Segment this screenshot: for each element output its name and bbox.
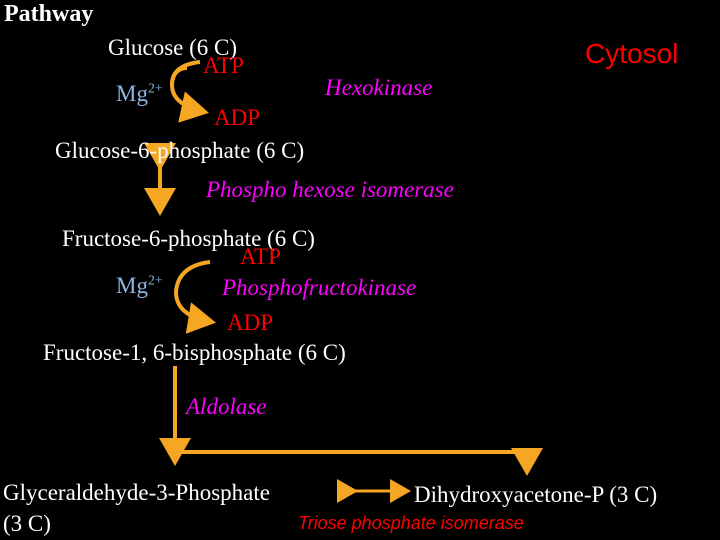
f6p-label: Fructose-6-phosphate (6 C) (62, 226, 315, 251)
pfk-label: Phosphofructokinase (222, 275, 417, 300)
atp-label-1: ATP (203, 53, 244, 78)
g3p-label: Glyceraldehyde-3-Phosphate (3, 480, 270, 505)
dhap-label: Dihydroxyacetone-P (3 C) (414, 482, 658, 507)
aldolase-label: Aldolase (186, 394, 267, 419)
isomerase-label: Phospho hexose isomerase (206, 177, 454, 202)
page-title: Pathway (4, 1, 94, 27)
mg-ion-1: $Mg^{2+}$ (116, 80, 163, 106)
g6p-label: Glucose-6-phosphate (6 C) (55, 138, 305, 163)
glucose-label: Glucose (6 C) (108, 35, 238, 60)
adp-label-1: ADP (214, 105, 261, 130)
g3p-carbons: (3 C) (3, 511, 51, 536)
adp-label-2: ADP (227, 310, 274, 335)
hexokinase-arrow (172, 68, 205, 112)
pfk-arrow (176, 262, 212, 322)
location-label: Cytosol (585, 38, 679, 69)
mg-ion-2: $Mg^{2+}$ (116, 272, 163, 298)
f16bp-label: Fructose-1, 6-bisphosphate (6 C) (43, 340, 346, 365)
atp-label-2: ATP (240, 244, 281, 269)
hexokinase-label: Hexokinase (325, 75, 433, 100)
tpi-label: Triose phosphate isomerase (298, 513, 524, 533)
atp-in-curve (172, 62, 200, 85)
